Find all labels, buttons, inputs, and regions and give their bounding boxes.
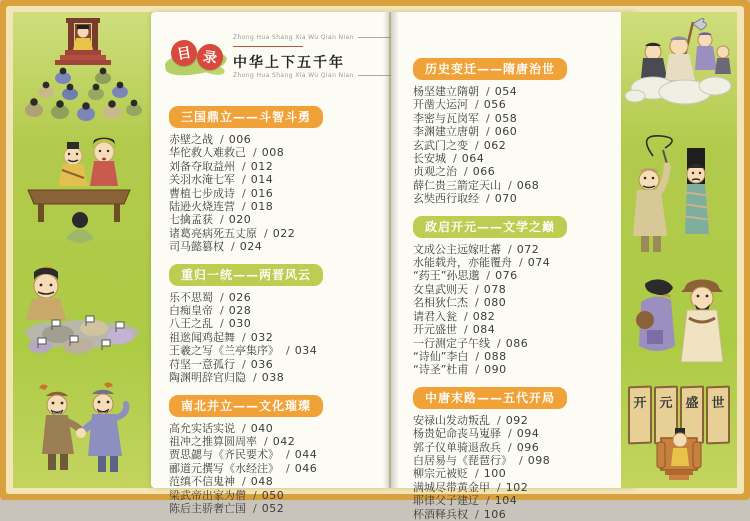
toc-item-separator: / [475,138,479,152]
pinyin-line-top: Zhong Hua Shang Xia Wu Qian Nian [233,34,392,41]
toc-item-separator: / [475,507,479,521]
toc-item [413,243,631,256]
toc-item-title: 范缜不信鬼神 [169,475,235,489]
toc-item-separator: / [253,488,257,502]
toc-item-separator: / [253,371,257,385]
battle-map-scene-illustration [16,262,150,382]
toc-item-title: 女皇武则天 [413,282,468,296]
toc-item [169,448,383,461]
toc-item-page-number: 026 [228,290,252,304]
toc-item [413,350,631,363]
toc-item-page-number: 074 [527,256,551,270]
book-title-block [233,26,392,79]
toc-item [413,337,631,350]
toc-item-title: 请君入瓮 [413,309,457,323]
toc-item-title: 满城尽带黄金甲 [413,480,490,494]
screen-character: 世 [711,395,725,412]
toc-section-header: 三国鼎立——斗智斗勇 [169,106,323,128]
toc-item-title: “药王”孙思邈 [413,269,480,283]
toc-item [169,502,383,515]
toc-item-title: 司马懿篡权 [169,240,224,254]
toc-item-page-number: 100 [483,467,507,481]
toc-item-page-number: 014 [250,173,274,187]
toc-item-title: 水能载舟，亦能覆舟 [413,256,512,270]
toc-item-separator: / [486,85,490,98]
toc-item-page-number: 048 [250,475,274,489]
toc-item-separator: / [464,309,468,323]
toc-section [413,58,631,206]
toc-item-separator: / [253,501,257,515]
toc-item-page-number: 102 [505,480,529,494]
toc-item [169,160,383,173]
toc-item-separator: / [475,282,479,296]
toc-item-title: 开凿大运河 [413,98,468,112]
toc-item-separator: / [220,317,224,331]
toc-section-header: 历史变迁——隋唐治世 [413,58,567,80]
toc-item [413,112,631,125]
book-title: 中华上下五千年 [233,55,345,71]
toc-item-page-number: 094 [516,427,540,441]
toc-item-separator: / [231,240,235,254]
toc-item-title: 陈后主骄奢亡国 [169,501,246,515]
toc-item [413,310,631,323]
toc-page-right [391,12,637,521]
toc-item [413,139,631,152]
toc-item [169,462,383,475]
toc-item-title: 陶渊明辞官归隐 [169,371,246,385]
toc-item-title: 白痴皇帝 [169,304,213,318]
toc-item-title: 祖逖闻鸡起舞 [169,330,235,344]
toc-item-separator: / [475,296,479,310]
toc-item-separator: / [475,349,480,363]
toc-section [413,216,631,377]
toc-item-title: 七擒孟获 [169,213,213,227]
toc-item-separator: / [486,111,490,125]
toc-item [169,240,383,253]
toc-item-separator: / [486,494,490,508]
toc-item-separator: / [242,200,246,214]
toc-item-page-number: 080 [483,296,507,310]
toc-item-separator: / [497,480,501,494]
imperial-court-scene-illustration [18,12,148,134]
toc-item-page-number: 012 [250,159,274,173]
toc-item-separator: / [508,178,512,192]
toc-item-page-number: 028 [228,304,252,318]
toc-item-separator: / [453,152,457,166]
toc-item [413,427,631,440]
toc-item-separator: / [508,427,512,441]
toc-item [413,283,631,296]
toc-item [169,227,383,240]
toc-item [413,323,631,336]
table-of-contents-spread [13,12,737,521]
toc-item-title: 郭子仪单骑退敌兵 [413,440,501,454]
toc-item-separator: / [464,323,468,337]
toc-section-header: 政启开元——文学之巅 [413,216,567,238]
toc-item-separator: / [497,413,501,427]
toc-item [413,467,631,480]
toc-item-page-number: 062 [483,138,507,152]
table-discussion-scene-illustration [18,134,148,262]
toc-item-title: 八王之乱 [169,317,213,331]
right-illustration-strip [621,12,737,488]
toc-item-separator: / [220,304,224,318]
toc-item-title: 杯酒释兵权 [413,507,468,521]
toc-item-page-number: 032 [250,330,274,344]
toc-item-page-number: 072 [516,242,540,256]
toc-item [169,291,383,304]
toc-item [169,146,383,159]
toc-item-title: 曹植七步成诗 [169,186,235,200]
toc-item-title: 长安城 [413,152,446,166]
toc-section [169,106,383,254]
contents-logo [169,36,227,80]
toc-section-header: 中唐末路——五代开局 [413,387,567,409]
toc-item-title: “诗仙”李白 [413,349,469,363]
toc-item [413,363,631,376]
toc-item-title: 李密与瓦岗军 [413,111,479,125]
toc-item-page-number: 022 [272,226,296,240]
contents-logo-char-1: 目 [169,38,199,68]
toc-item-page-number: 092 [505,413,529,427]
toc-section-header: 南北并立——文化璀璨 [169,395,323,417]
toc-item [413,152,631,165]
toc-item-page-number: 104 [494,494,518,508]
toc-item-title: 乐不思蜀 [169,290,213,304]
quarrel-scene-illustration [18,382,148,488]
screen-character: 元 [659,395,673,412]
toc-item [169,344,383,357]
toc-item-page-number: 006 [228,133,252,146]
toc-item-title: 关羽水淹七军 [169,173,235,187]
toc-item-page-number: 020 [228,213,252,227]
toc-item [169,187,383,200]
toc-item-separator: / [242,475,246,489]
toc-item-separator: / [508,242,512,256]
toc-item [169,331,383,344]
toc-section [413,387,631,521]
toc-item-page-number: 038 [261,371,285,385]
toc-item-separator: / [286,344,290,358]
toc-item-title: 刘备夺取益州 [169,159,235,173]
toc-item-separator: / [475,467,479,481]
toc-item-page-number: 068 [516,178,540,192]
toc-item-page-number: 056 [483,98,507,112]
book-brand-block [169,26,383,104]
toc-item [169,422,383,435]
left-illustration-strip [13,12,153,488]
toc-item-page-number: 042 [272,434,296,448]
toc-item-page-number: 052 [261,501,285,515]
toc-section [169,264,383,385]
toc-item-title: 赤壁之战 [169,133,213,146]
toc-item [413,269,631,282]
toc-item-separator: / [242,330,246,344]
toc-item [413,481,631,494]
toc-item-separator: / [519,453,523,467]
left-page-sections [169,106,383,515]
toc-item-title: 玄奘西行取经 [413,192,479,206]
kaiyuan-screen-scene [623,386,735,482]
toc-item [413,179,631,192]
toc-item-separator: / [242,421,246,435]
toc-item-page-number: 036 [250,357,274,371]
toc-item-title: 贾思勰与《齐民要术》 [169,448,279,462]
toc-item [413,494,631,507]
toc-item-title: 名相狄仁杰 [413,296,468,310]
toc-item-title: 开元盛世 [413,323,457,337]
toc-item-page-number: 058 [494,111,518,125]
toc-item-separator: / [220,290,224,304]
toc-item-separator: / [220,133,224,146]
toc-item-page-number: 054 [494,85,518,98]
toc-item-title: 王羲之写《兰亭集序》 [169,344,279,358]
toc-item-page-number: 084 [472,323,496,337]
emperor-on-throne [623,386,735,482]
toc-item [413,98,631,111]
toc-item-page-number: 050 [261,488,285,502]
toc-page-left [151,12,389,515]
toc-item-separator: / [486,192,490,206]
toc-item-title: 祖冲之推算圆周率 [169,434,257,448]
toc-item [413,85,631,98]
toc-item-separator: / [220,213,224,227]
toc-section [169,395,383,516]
toc-item [413,125,631,138]
toc-item-page-number: 060 [494,125,518,139]
contents-logo-char-2: 录 [195,42,224,71]
toc-item-page-number: 064 [461,152,485,166]
toc-item [413,508,631,521]
toc-item-separator: / [519,256,523,270]
toc-item-page-number: 034 [294,344,318,358]
toc-item [413,414,631,427]
toc-item [169,213,383,226]
toc-item-page-number: 044 [294,448,318,462]
toc-item-separator: / [242,173,246,187]
toc-item [169,304,383,317]
toc-item-page-number: 040 [250,421,274,435]
toc-item [169,317,383,330]
toc-item-page-number: 082 [472,309,496,323]
right-page-sections [413,58,631,521]
toc-item-separator: / [475,98,479,112]
toc-item-separator: / [508,440,512,454]
toc-item [169,133,383,146]
toc-item [413,441,631,454]
toc-item [169,371,383,384]
series-tagline-line [233,43,392,50]
toc-section-header: 重归一统——两晋风云 [169,264,323,286]
toc-item [413,296,631,309]
toc-item [413,165,631,178]
toc-item-title: 陆逊火烧连营 [169,200,235,214]
toc-item-separator: / [464,165,468,179]
toc-item-page-number: 090 [484,363,507,377]
toc-item-page-number: 030 [228,317,252,331]
toc-item-page-number: 096 [516,440,540,454]
toc-item [169,435,383,448]
toc-item-separator: / [475,363,480,377]
toc-item-separator: / [264,434,268,448]
toc-item [169,173,383,186]
toc-item [169,475,383,488]
toc-item-title: 玄武门之变 [413,138,468,152]
toc-item-title: 柳宗元被贬 [413,467,468,481]
toc-item-separator: / [286,448,290,462]
toc-item-page-number: 024 [239,240,263,254]
warriors-on-cloud-scene-illustration [623,12,735,130]
toc-item-title: 苻坚一意孤行 [169,357,235,371]
toc-item-title: “诗圣”杜甫 [413,363,469,377]
toc-item [169,200,383,213]
toc-item-title: 文成公主远嫁吐蕃 [413,242,501,256]
toc-item-title: 薛仁贵三箭定天山 [413,178,501,192]
toc-item-separator: / [497,336,501,350]
toc-item-page-number: 086 [505,336,529,350]
toc-item-separator: / [242,186,246,200]
toc-item-page-number: 008 [261,146,285,160]
toc-item-title: 华佗救人难救己 [169,146,246,160]
toc-item-title: 杨贵妃命丧马嵬驿 [413,427,501,441]
toc-item-page-number: 046 [294,461,318,475]
toc-item-page-number: 088 [484,349,507,363]
toc-item-title: 一行测定子午线 [413,336,490,350]
toc-item-page-number: 016 [250,186,274,200]
toc-item-title: 贞观之治 [413,165,457,179]
toc-item-separator: / [242,159,246,173]
toc-item-title: 安禄山发动叛乱 [413,413,490,427]
toc-item [413,454,631,467]
toc-item-page-number: 076 [495,269,518,283]
toc-item-separator: / [242,357,246,371]
toc-item-separator: / [253,146,257,160]
toc-item-title: 耶律父子建辽 [413,494,479,508]
toc-item-separator: / [486,125,490,139]
toc-item-page-number: 078 [483,282,507,296]
toc-item-title: 梁武帝出家为僧 [169,488,246,502]
toc-item-title: 李渊建立唐朝 [413,125,479,139]
toc-item-separator: / [286,461,290,475]
toc-item-title: 诸葛亮病死五丈原 [169,226,257,240]
toc-item-page-number: 066 [472,165,496,179]
toc-item-title: 杨坚建立隋朝 [413,85,479,98]
toc-item [413,256,631,269]
whip-and-pillar-scene-illustration [623,130,735,262]
screen-character: 开 [633,395,647,412]
pinyin-line-bottom: Zhong Hua Shang Xia Wu Qian Nian [233,72,392,79]
toc-item-title: 高允实话实说 [169,421,235,435]
toc-item-title: 白居易与《琵琶行》 [413,453,512,467]
toc-item-page-number: 018 [250,200,274,214]
toc-item-separator: / [264,226,268,240]
toc-item-page-number: 106 [483,507,507,521]
toc-item-separator: / [486,269,491,283]
toc-item-title: 郦道元撰写《水经注》 [169,461,279,475]
toc-item [169,358,383,371]
toc-item-page-number: 098 [527,453,551,467]
farewell-scene-illustration [623,262,735,380]
toc-item-page-number: 070 [494,192,518,206]
screen-character: 盛 [685,395,699,412]
toc-item [413,192,631,205]
